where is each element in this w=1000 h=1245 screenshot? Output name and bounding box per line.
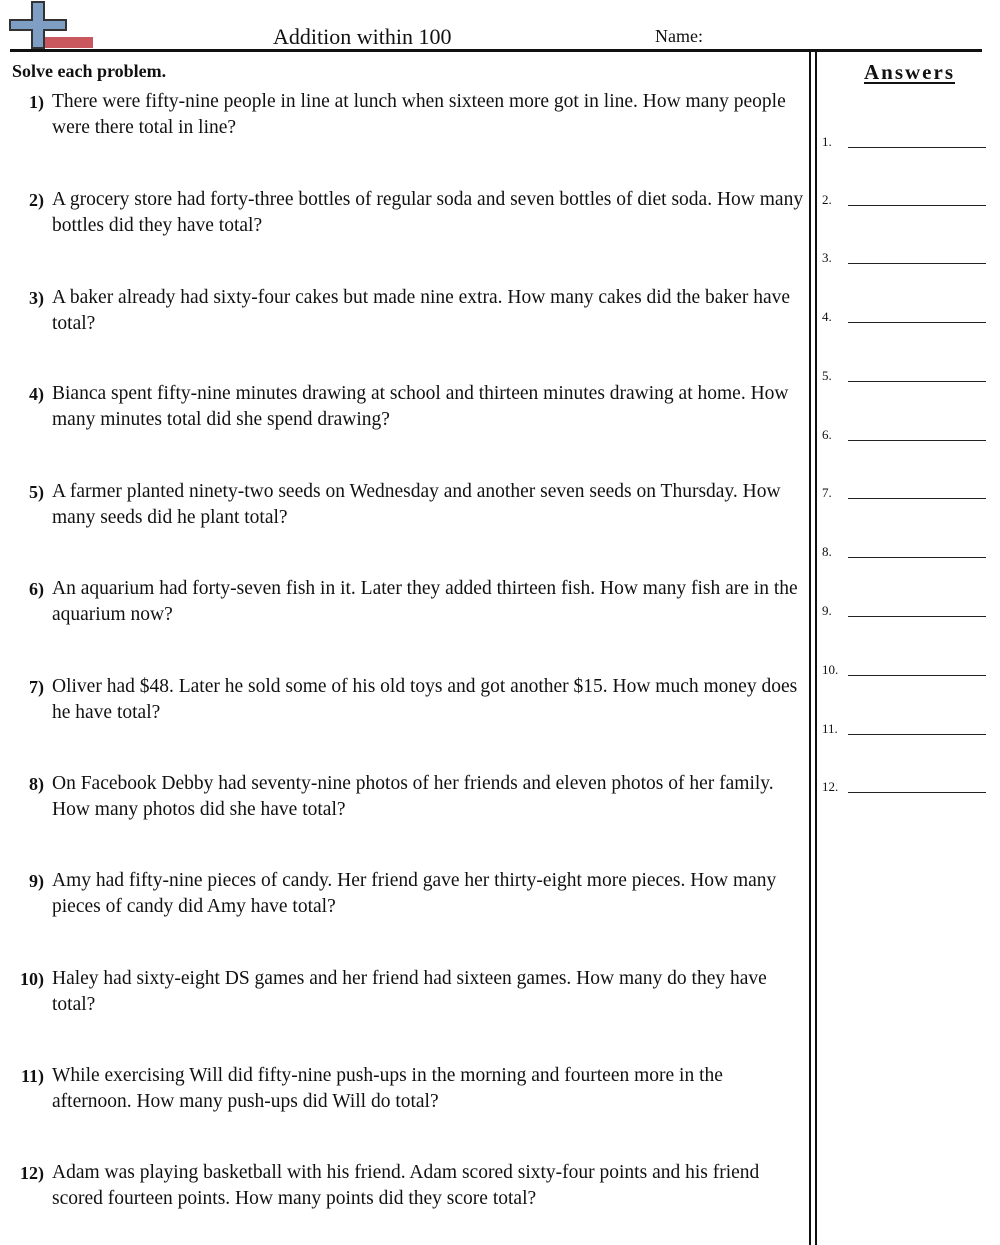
answer-number: 5. (822, 368, 832, 383)
instructions: Solve each problem. (12, 61, 167, 81)
answer-number: 9. (822, 603, 832, 618)
problem-text: Haley had sixty-eight DS games and her friend had sixteen games. How many do they have total? (52, 968, 767, 1015)
answer-number: 11. (822, 721, 838, 736)
answer-line[interactable] (848, 792, 986, 793)
answer-blank-5[interactable] (822, 364, 986, 384)
problem-number: 2) (29, 190, 44, 210)
answer-blank-2[interactable] (822, 188, 986, 208)
answer-number: 10. (822, 662, 839, 677)
answer-number: 1. (822, 134, 832, 149)
answer-line[interactable] (848, 263, 986, 264)
answer-number: 6. (822, 427, 832, 442)
name-label: Name: (655, 26, 703, 46)
answer-line[interactable] (848, 616, 986, 617)
problem-text: A grocery store had forty-three bottles of regular soda and seven bottles of diet soda. How many bottles did they have total? (52, 189, 804, 236)
problem-number: 7) (29, 677, 44, 697)
problem-text: A baker already had sixty-four cakes but made nine extra. How many cakes did the baker have total? (52, 287, 791, 334)
problem-number: 10) (20, 969, 44, 989)
answer-blank-9[interactable] (822, 599, 986, 619)
problem-number: 6) (29, 579, 44, 599)
answer-number: 8. (822, 544, 832, 559)
problem-text: On Facebook Debby had seventy-nine photos of her friends and eleven photos of her family. How many photos did she have total? (52, 773, 774, 820)
answer-line[interactable] (848, 381, 986, 382)
problem-number: 11) (20, 1066, 44, 1086)
problem-number: 12) (20, 1163, 44, 1183)
answer-column-divider-right (815, 52, 817, 1245)
answer-number: 3. (822, 250, 832, 265)
answer-line[interactable] (848, 322, 986, 323)
header-rule (10, 49, 982, 52)
answer-line[interactable] (848, 734, 986, 735)
answer-number: 12. (822, 779, 839, 794)
answer-blank-6[interactable] (822, 423, 986, 443)
answer-blank-3[interactable] (822, 246, 986, 266)
problem-number: 8) (29, 774, 44, 794)
answer-line[interactable] (848, 440, 986, 441)
answer-blank-11[interactable] (822, 717, 986, 737)
problem-text: Adam was playing basketball with his friend. Adam scored sixty-four points and his friend scored fourteen points. How many points did they score total? (52, 1162, 760, 1209)
answer-blank-1[interactable] (822, 130, 986, 150)
answer-blank-12[interactable] (822, 775, 986, 795)
answers-heading: Answers (864, 60, 955, 84)
answer-number: 2. (822, 192, 832, 207)
problem-text: A farmer planted ninety-two seeds on Wednesday and another seven seeds on Thursday. How many seeds did he plant total? (52, 481, 781, 528)
problem-number: 9) (29, 871, 44, 891)
answer-line[interactable] (848, 675, 986, 676)
problem-number: 3) (29, 288, 44, 308)
page-title: Addition within 100 (273, 24, 452, 49)
problem-text: Oliver had $48. Later he sold some of his old toys and got another $15. How much money does he have total? (52, 676, 798, 723)
answer-blank-8[interactable] (822, 540, 986, 560)
answer-column-divider-left (809, 52, 811, 1245)
answer-line[interactable] (848, 147, 986, 148)
answer-line[interactable] (848, 557, 986, 558)
answer-line[interactable] (848, 205, 986, 206)
problem-number: 4) (29, 384, 44, 404)
problem-text: Bianca spent fifty-nine minutes drawing at school and thirteen minutes drawing at home. How many minutes total did she spend drawing? (52, 383, 789, 430)
answer-number: 7. (822, 485, 832, 500)
answer-blank-10[interactable] (822, 658, 986, 678)
logo-red-block (38, 37, 93, 48)
problem-number: 1) (29, 92, 44, 112)
answer-line[interactable] (848, 498, 986, 499)
problem-text: An aquarium had forty-seven fish in it. Later they added thirteen fish. How many fish are in the aquarium now? (52, 578, 798, 625)
answer-number: 4. (822, 309, 832, 324)
problem-text: Amy had fifty-nine pieces of candy. Her friend gave her thirty-eight more pieces. How many pieces of candy did Amy have total? (52, 870, 777, 917)
problem-text: While exercising Will did fifty-nine push-ups in the morning and fourteen more in the afternoon. How many push-ups did Will do total? (52, 1065, 723, 1112)
answer-blank-7[interactable] (822, 481, 986, 501)
answer-blank-4[interactable] (822, 305, 986, 325)
plus-sign-logo-icon (8, 0, 98, 50)
problem-text: There were fifty-nine people in line at lunch when sixteen more got in line. How many people were there total in line? (52, 91, 786, 138)
problem-number: 5) (29, 482, 44, 502)
